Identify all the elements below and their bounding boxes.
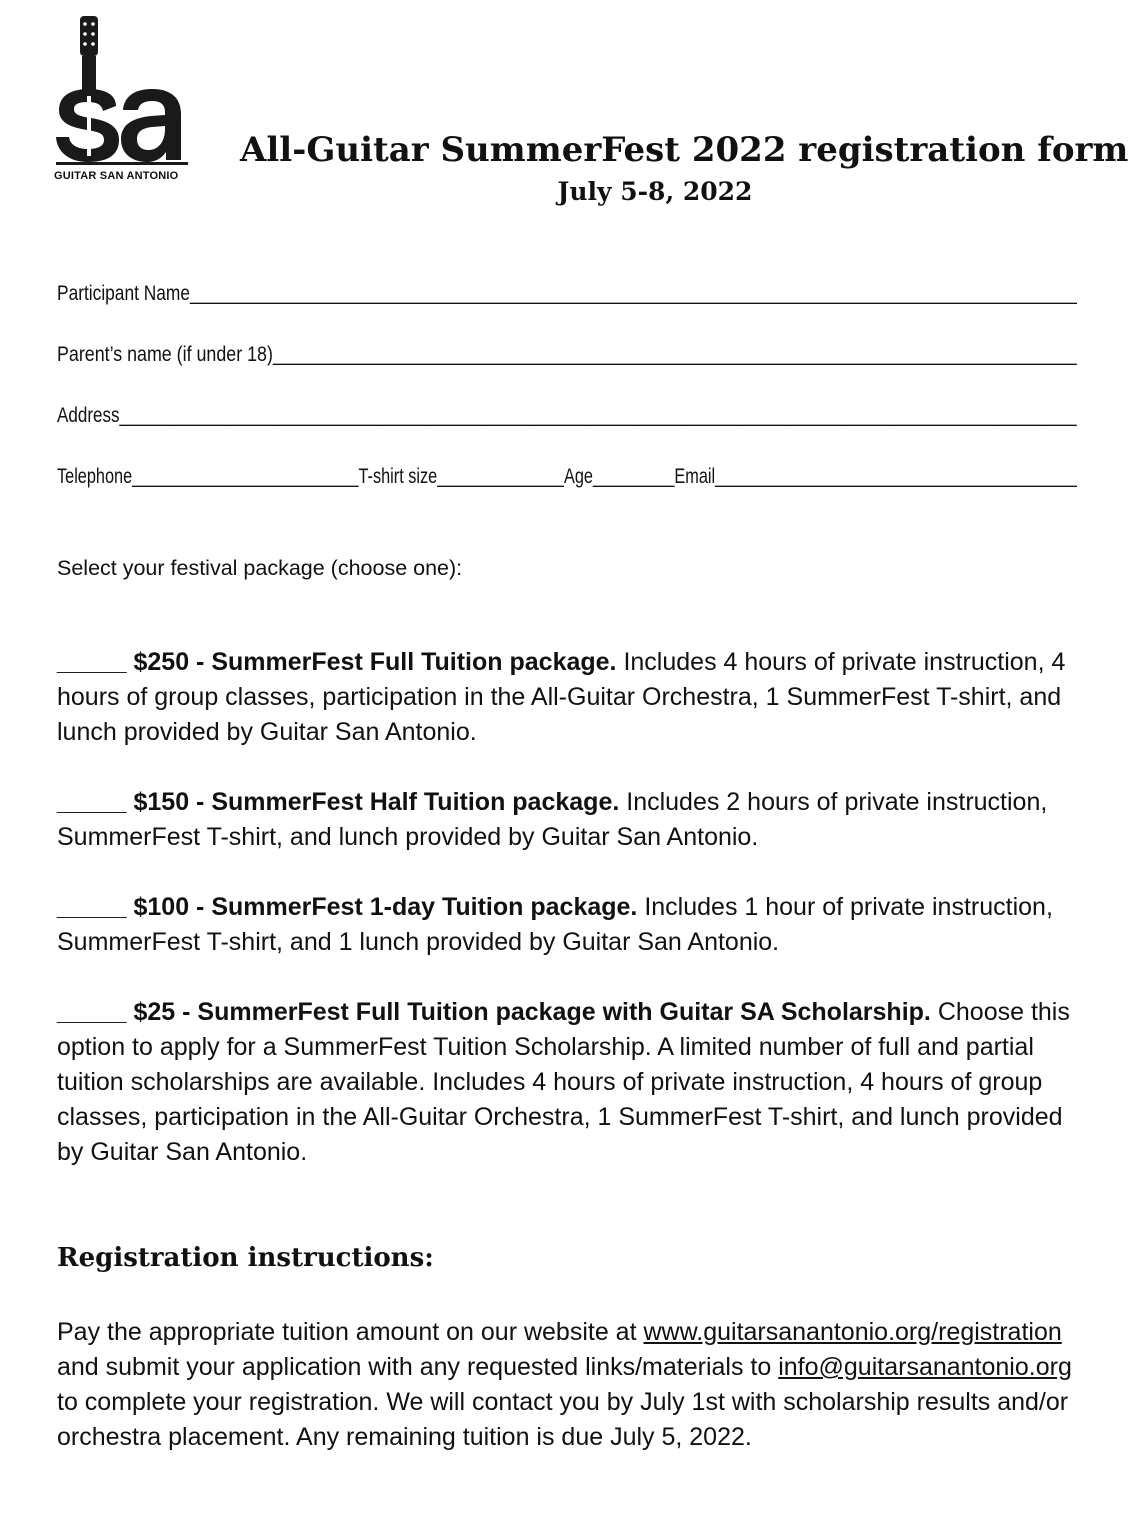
package-description: Includes 1 hour of private instruction, SummerFest T-shirt, and 1 lunch provided by Guitar San Antonio. (57, 893, 1053, 956)
registration-instructions-heading: Registration instructions: (57, 1243, 434, 1273)
registration-website-link[interactable]: www.guitarsanantonio.org/registration (643, 1318, 1062, 1346)
logo-caption: GUITAR SAN ANTONIO (54, 170, 179, 182)
guitar-san-antonio-logo (54, 14, 190, 186)
registration-instructions-text (57, 1315, 1087, 1455)
package-option-150[interactable] (57, 785, 1087, 855)
package-checkbox-blank[interactable]: _____ (57, 998, 127, 1026)
participant-name-field[interactable]: Participant Name____________________________________________________________________________________________ (57, 281, 1077, 305)
package-prompt: Select your festival package (choose one): (57, 556, 463, 580)
package-checkbox-blank[interactable]: _____ (57, 788, 127, 816)
package-option-100[interactable] (57, 890, 1087, 960)
package-name: SummerFest Full Tuition package with Guitar SA Scholarship. (197, 998, 931, 1026)
package-name: SummerFest Half Tuition package. (211, 788, 620, 816)
package-checkbox-blank[interactable]: _____ (57, 893, 127, 921)
instructions-text-1: Pay the appropriate tuition amount on our website at (57, 1318, 637, 1346)
instructions-text-3: to complete your registration. We will contact you by July 1st with scholarship results and/or orchestra placement. Any remaining tuition is due July 5, 2022. (57, 1388, 1069, 1451)
instructions-text-2: and submit your application with any requested links/materials to (57, 1353, 772, 1381)
package-name: SummerFest 1-day Tuition package. (211, 893, 638, 921)
package-price: $250 - (133, 648, 205, 676)
form-title: All-Guitar SummerFest 2022 registration form (240, 130, 1129, 170)
package-description: Includes 2 hours of private instruction, SummerFest T-shirt, and lunch provided by Guitar San Antonio. (57, 788, 1048, 851)
address-field[interactable]: Address_____________________________________________________________________________________________________ (57, 403, 1077, 427)
package-option-250[interactable] (57, 645, 1087, 750)
package-price: $100 - (133, 893, 205, 921)
package-price: $25 - (133, 998, 191, 1026)
package-price: $150 - (133, 788, 205, 816)
contact-email-link[interactable]: info@guitarsanantonio.org (778, 1353, 1072, 1381)
contact-fields[interactable]: Telephone_________________________T-shirt size______________Age_________Email________________________________________ (57, 464, 1077, 488)
package-checkbox-blank[interactable]: _____ (57, 648, 127, 676)
form-dates: July 5-8, 2022 (557, 177, 753, 206)
package-name: SummerFest Full Tuition package. (211, 648, 617, 676)
parent-name-field[interactable]: Parent’s name (if under 18)_________________________________________________________________________________ (57, 342, 1077, 366)
package-option-25[interactable] (57, 995, 1087, 1170)
guitar-logo-icon (54, 14, 190, 169)
package-description: Choose this option to apply for a SummerFest Tuition Scholarship. A limited number of full and partial tuition scholarships are available. Includes 4 hours of private instruction, 4 hours of group classes, participation in the All-Guitar Orchestra, 1 SummerFest T-shirt, and lunch provided by Guitar San Antonio. (57, 998, 1070, 1166)
package-description: Includes 4 hours of private instruction, 4 hours of group classes, participation in the All-Guitar Orchestra, 1 SummerFest T-shirt, and lunch provided by Guitar San Antonio. (57, 648, 1066, 746)
